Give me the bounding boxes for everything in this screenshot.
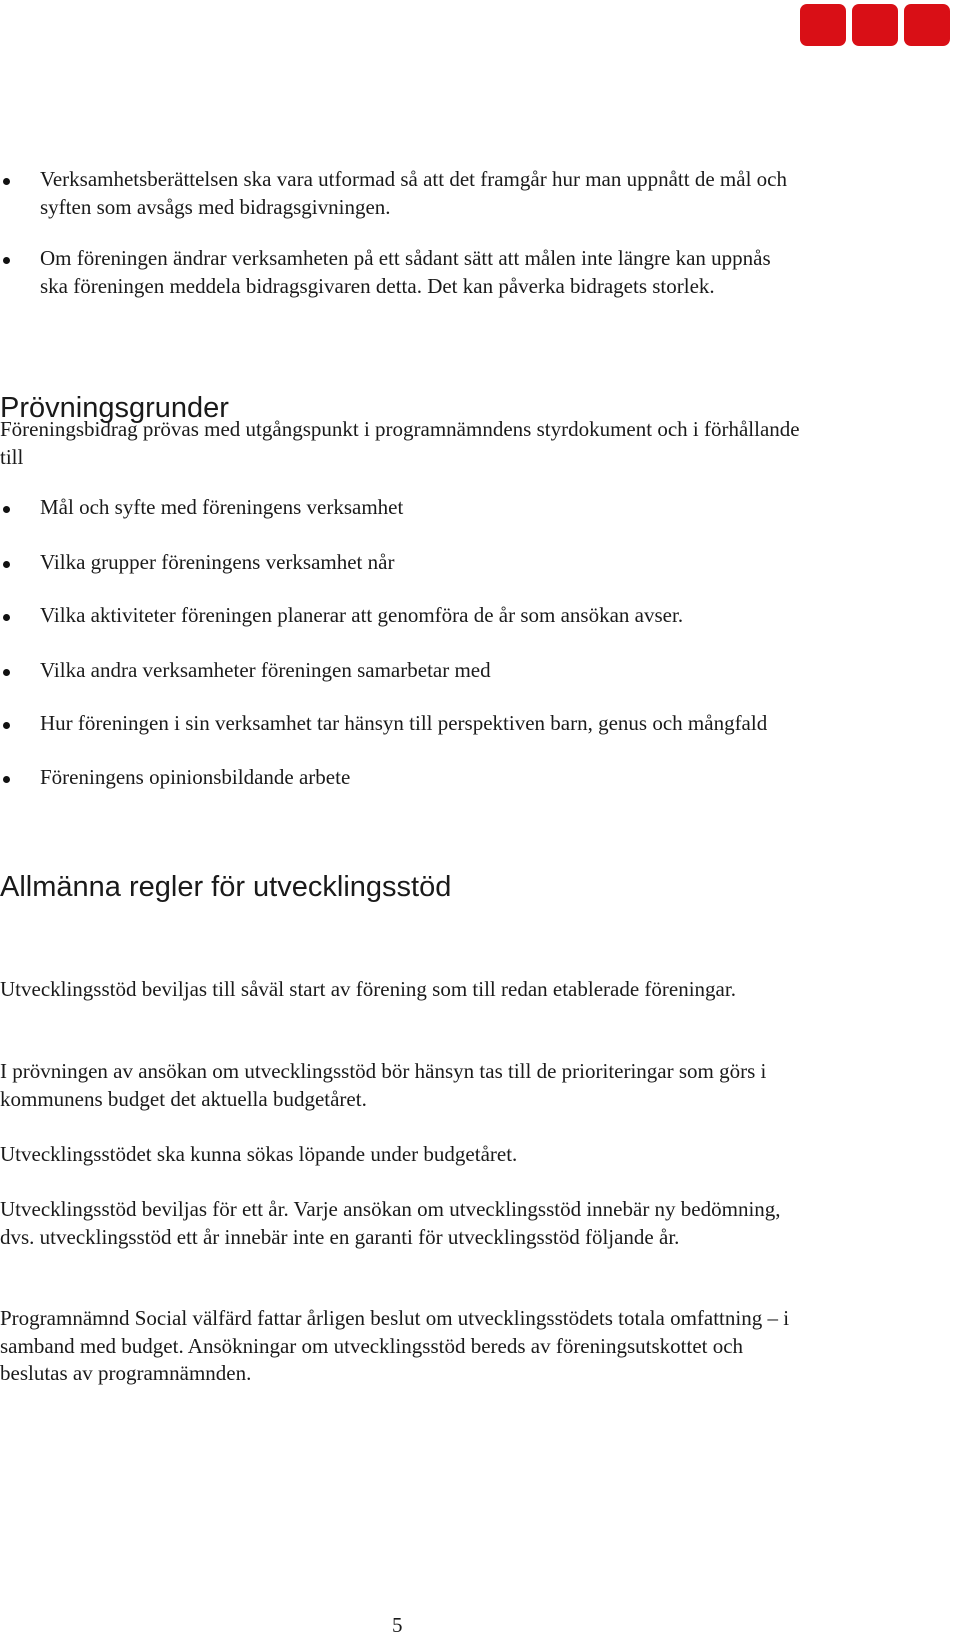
list-item	[0, 710, 800, 738]
bullet-text: Vilka grupper föreningens verksamhet når	[40, 549, 395, 574]
body-paragraph: Utvecklingsstöd beviljas till såväl start av förening som till redan etablerade föreningar.	[0, 977, 736, 1001]
logo-square	[800, 4, 846, 46]
bullet-text: Mål och syfte med föreningens verksamhet	[40, 495, 404, 519]
bullet-icon	[3, 776, 10, 783]
logo-square	[904, 4, 950, 46]
list-item	[0, 549, 800, 577]
bullet-text: Vilka aktiviteter föreningen planerar att genomföra de år som ansökan avser.	[40, 603, 684, 627]
logo-square	[852, 4, 898, 46]
bullet-icon	[3, 561, 10, 568]
bullet-text: Föreningens opinionsbildande arbete	[40, 764, 351, 789]
red-squares-logo-icon	[800, 4, 950, 46]
section-heading-provningsgrunder: Prövningsgrunder	[0, 392, 229, 424]
section-intro: Föreningsbidrag prövas med utgångspunkt i programnämndens styrdokument och i förhållande till	[0, 417, 800, 469]
bullet-icon	[3, 257, 10, 264]
bullet-text: Verksamhetsberättelsen ska vara utformad så att det framgår hur man uppnått de mål och syften som avsågs med bidragsgivningen.	[40, 167, 787, 219]
list-item	[0, 764, 800, 792]
list-item	[0, 166, 800, 221]
bullet-icon	[3, 178, 10, 185]
criteria-bullet-list	[0, 494, 800, 791]
list-item	[0, 245, 800, 300]
bullet-icon	[3, 614, 10, 621]
intro-bullet-list	[0, 166, 800, 300]
section-heading-utvecklingsstod: Allmänna regler för utvecklingsstöd	[0, 871, 452, 903]
body-paragraph: Utvecklingsstöd beviljas för ett år. Varje ansökan om utvecklingsstöd innebär ny bedömning, dvs. utvecklingsstöd ett år innebär inte en garanti för utvecklingsstöd följande år.	[0, 1197, 781, 1249]
bullet-text: Om föreningen ändrar verksamheten på ett sådant sätt att målen inte längre kan uppnås ska föreningen meddela bidragsgivaren detta. Det kan påverka bidragets storlek.	[40, 246, 771, 298]
list-item	[0, 494, 800, 522]
list-item	[0, 657, 800, 685]
bullet-text: Vilka andra verksamheter föreningen samarbetar med	[40, 657, 491, 682]
bullet-icon	[3, 669, 10, 676]
bullet-text: Hur föreningen i sin verksamhet tar hänsyn till perspektiven barn, genus och mångfald	[40, 711, 768, 735]
body-paragraph: Utvecklingsstödet ska kunna sökas löpande under budgetåret.	[0, 1142, 518, 1166]
page-number: 5	[392, 1613, 403, 1637]
list-item	[0, 602, 800, 630]
body-paragraph: I prövningen av ansökan om utvecklingsstöd bör hänsyn tas till de prioriteringar som görs i kommunens budget det aktuella budgetåret.	[0, 1059, 767, 1111]
body-paragraph: Programnämnd Social välfärd fattar årligen beslut om utvecklingsstödets totala omfattning – i samband med budget. Ansökningar om utvecklingsstöd bereds av föreningsutskottet och beslutas av programnämnden.	[0, 1306, 790, 1385]
bullet-icon	[3, 506, 10, 513]
bullet-icon	[3, 722, 10, 729]
